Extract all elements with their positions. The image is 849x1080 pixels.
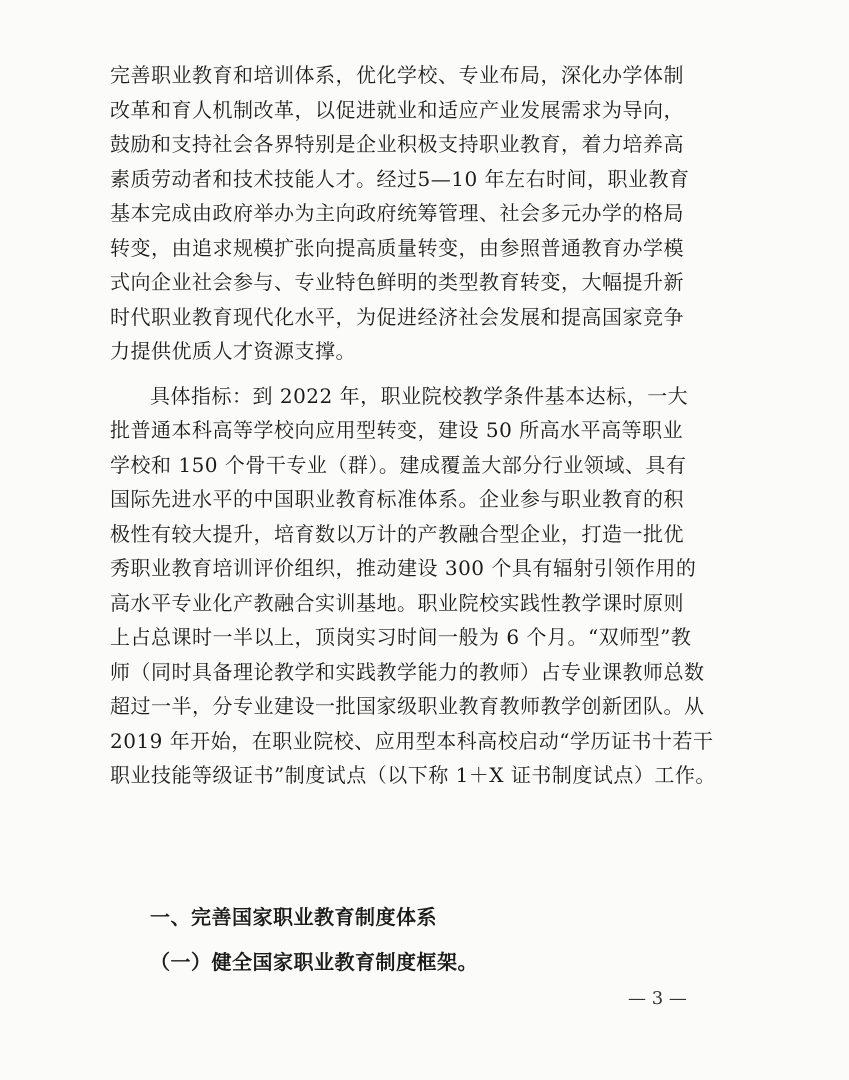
paragraph-2 — [110, 379, 750, 793]
body-text — [110, 58, 750, 793]
text-line: 力提供优质人才资源支撑。 — [110, 339, 356, 363]
text-line: 极性有较大提升，培育数以万计的产教融合型企业，打造一批优 — [110, 521, 684, 546]
text-line: 超过一半，分专业建设一批国家级职业教育教师教学创新团队。从 — [110, 694, 705, 718]
text-line: 师（同时具备理论教学和实践教学能力的教师）占专业课教师总数 — [110, 659, 705, 684]
text-line: 国际先进水平的中国职业教育标准体系。企业参与职业教育的积 — [110, 487, 684, 511]
text-line: 基本完成由政府举办为主向政府统筹管理、社会多元办学的格局 — [110, 201, 684, 225]
text-line: 转变，由追求规模扩张向提高质量转变，由参照普通教育办学模 — [110, 235, 684, 260]
text-line: 完善职业教育和培训体系，优化学校、专业布局，深化办学体制 — [110, 63, 684, 87]
text-line: 时代职业教育现代化水平，为促进经济社会发展和提高国家竞争 — [110, 304, 684, 329]
text-line: 秀职业教育培训评价组织，推动建设 300 个具有辐射引领作用的 — [110, 556, 697, 580]
text-line: 批普通本科高等学校向应用型转变，建设 50 所高水平高等职业 — [110, 418, 684, 442]
text-line: 职业技能等级证书”制度试点（以下称 1＋X 证书制度试点）工作。 — [110, 763, 716, 787]
text-line: 学校和 150 个骨干专业（群）。建成覆盖大部分行业领域、具有 — [110, 452, 687, 477]
paragraph-spacer — [110, 369, 750, 379]
text-line: 高水平专业化产教融合实训基地。职业院校实践性教学课时原则 — [110, 590, 684, 615]
text-line: 式向企业社会参与、专业特色鲜明的类型教育转变，大幅提升新 — [110, 270, 684, 294]
text-line: 鼓励和支持社会各界特别是企业积极支持职业教育，着力培养高 — [110, 132, 684, 156]
subsection-heading: （一）健全国家职业教育制度框架。 — [150, 950, 478, 974]
paragraph-1 — [110, 58, 750, 369]
text-line: 2019 年开始，在职业院校、应用型本科高校启动“学历证书十若干 — [110, 728, 714, 753]
text-line: 上占总课时一半以上，顶岗实习时间一般为 6 个月。“双师型”教 — [110, 625, 692, 649]
section-heading: 一、完善国家职业教育制度体系 — [150, 905, 437, 929]
text-line: 改革和育人机制改革，以促进就业和适应产业发展需求为导向， — [110, 97, 684, 122]
text-line-indented: 具体指标：到 2022 年，职业院校教学条件基本达标，一大 — [150, 383, 689, 408]
page-number: — 3 — — [628, 988, 687, 1009]
text-line: 素质劳动者和技术技能人才。经过5—10 年左右时间，职业教育 — [110, 166, 690, 191]
